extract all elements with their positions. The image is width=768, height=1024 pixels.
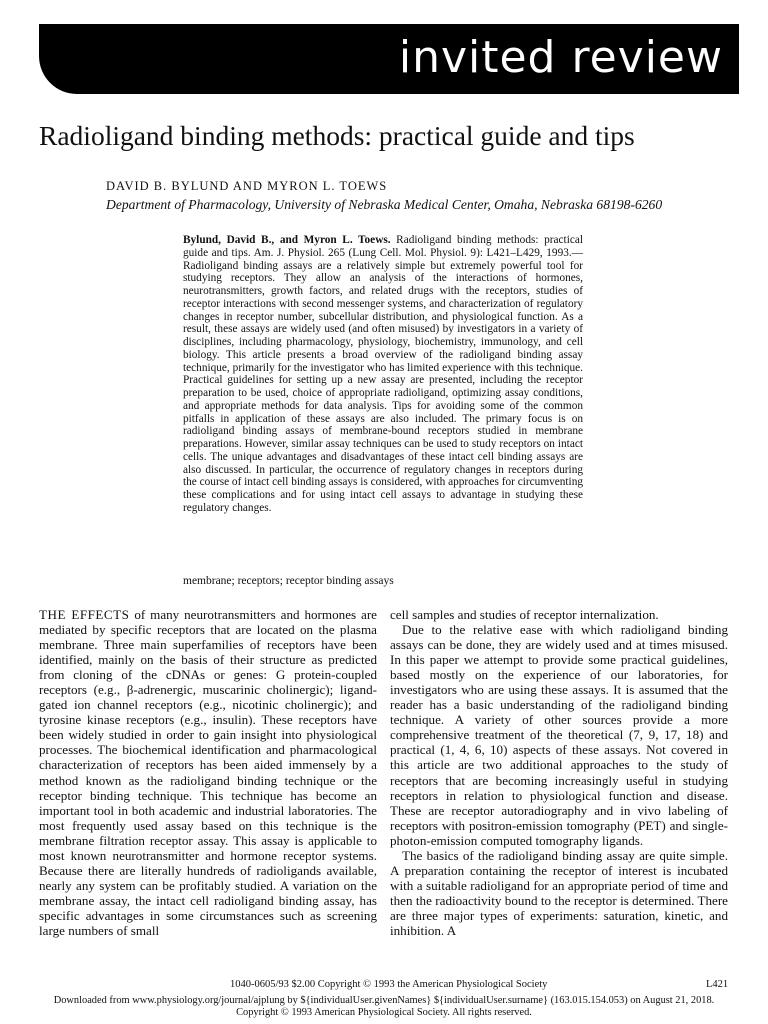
page-number: L421 — [706, 979, 729, 990]
journal-section-banner — [39, 24, 739, 94]
article-authors: DAVID B. BYLUND AND MYRON L. TOEWS — [106, 179, 388, 193]
body-paragraph: cell samples and studies of receptor internalization. — [390, 607, 659, 622]
author-affiliation: Department of Pharmacology, University of Nebraska Medical Center, Omaha, Nebraska 68198-6260 — [106, 197, 663, 212]
banner-label: invited review — [398, 32, 723, 83]
abstract-text: Radioligand binding methods: practical guide and tips. Am. J. Physiol. 265 (Lung Cell. Mol. Physiol. 9): L421–L429, 1993.—Radioligand binding assays are a relatively simple but extremely powerful tool for studying receptors. They allow an analysis of the interactions of hormones, neurotransmitters, growth factors, and related drugs with the receptors, studies of receptor interactions with second messenger systems, and characterization of regulatory changes in receptor number, subcellular distribution, and physiological function. As a result, these assays are widely used (and often misused) by investigators in a variety of disciplines, including pharmacology, physiology, biochemistry, immunology, and cell biology. This article presents a broad overview of the radioligand binding assay technique, primarily for the investigator who has limited experience with this technique. Practical guidelines for setting up a new assay are presented, including the receptor preparation to be used, choice of appropriate radioligand, optimizing assay conditions, and appropriate methods for data analysis. Tips for avoiding some of the common pitfalls in application of these assays are also included. The primary focus is on radioligand binding assays of membrane-bound receptors studied in membrane preparations. However, similar assay techniques can be used to study receptors on intact cells. The unique advantages and disadvantages of these intact cell binding assays are also discussed. In particular, the occurrence of regulatory changes in receptors during the course of intact cell binding assays is considered, with approaches for circumventing these complications and for using intact cell assays to advantage in studying these regulatory changes. — [183, 234, 583, 514]
body-paragraph: Due to the relative ease with which radioligand binding assays can be done, they are widely used and at times misused. In this paper we attempt to provide some practical guidelines, based mostly on the experience of our laboratories, for investigators who are using these assays. It is assumed that the reader has a basic understanding of the radioligand binding technique. A variety of other sources provide a more comprehensive treatment of the theoretical (7, 9, 17, 18) and practical (1, 4, 6, 10) aspects of these assays. Not covered in this article are two additional approaches to the study of receptors that are becoming increasingly useful in studying receptors in relation to physiological function and disease. These are receptor autoradiography and in vivo labeling of receptors with positron-emission tomography (PET) and single-photon-emission computed tomography ligands. — [390, 622, 728, 848]
abstract — [183, 234, 583, 515]
body-paragraph: The basics of the radioligand binding assay are quite simple. A preparation containing the receptor of interest is incubated with a suitable radioligand for an appropriate period of time and then the radioactivity bound to the receptor is determined. There are three major types of experiments: saturation, kinetic, and inhibition. A — [390, 847, 728, 938]
body-column-right — [390, 607, 728, 938]
download-note: Downloaded from www.physiology.org/journal/ajplung by ${individualUser.givenNames} ${individualUser.surname} (163.015.154.053) on August 21, 2018. — [53, 995, 715, 1006]
footer-copyright: 1040-0605/93 $2.00 Copyright © 1993 the American Physiological Society — [230, 979, 548, 990]
lead-in: THE EFFECTS — [39, 607, 130, 622]
download-copyright: Copyright © 1993 American Physiological Society. All rights reserved. — [236, 1007, 532, 1018]
article-title: Radioligand binding methods: practical guide and tips — [39, 120, 635, 151]
body-column-left — [39, 607, 377, 938]
abstract-authors: Bylund, David B., and Myron L. Toews. — [183, 234, 391, 246]
body-text: of many neurotransmitters and hormones are mediated by specific receptors that are located on the plasma membrane. Three main superfamilies of receptors have been identified, mainly on the basis of their structure as predicted from cloning of the cDNAs or genes: G protein-coupled receptors (e.g., β-adrenergic, muscarinic cholinergic); ligand-gated ion channel receptors (e.g., nicotinic cholinergic); and tyrosine kinase receptors (e.g., insulin). These receptors have been widely studied in order to gain insight into physiological processes. The biochemical identification and pharmacological characterization of receptors has been aided immensely by a method known as the radioligand binding technique or the receptor binding technique. This technique has become an important tool in both academic and industrial laboratories. The most frequently used assay based on this technique is the membrane filtration receptor assay. This assay is applicable to most known neurotransmitter and hormone receptor systems. Because there are literally hundreds of radioligands available, nearly any system can be profitably studied. A variation on the membrane assay, the intact cell radioligand binding assay, has specific advantages in some circumstances such as screening large numbers of small — [39, 607, 377, 938]
keywords: membrane; receptors; receptor binding assays — [183, 575, 394, 587]
body-paragraph — [39, 607, 377, 938]
